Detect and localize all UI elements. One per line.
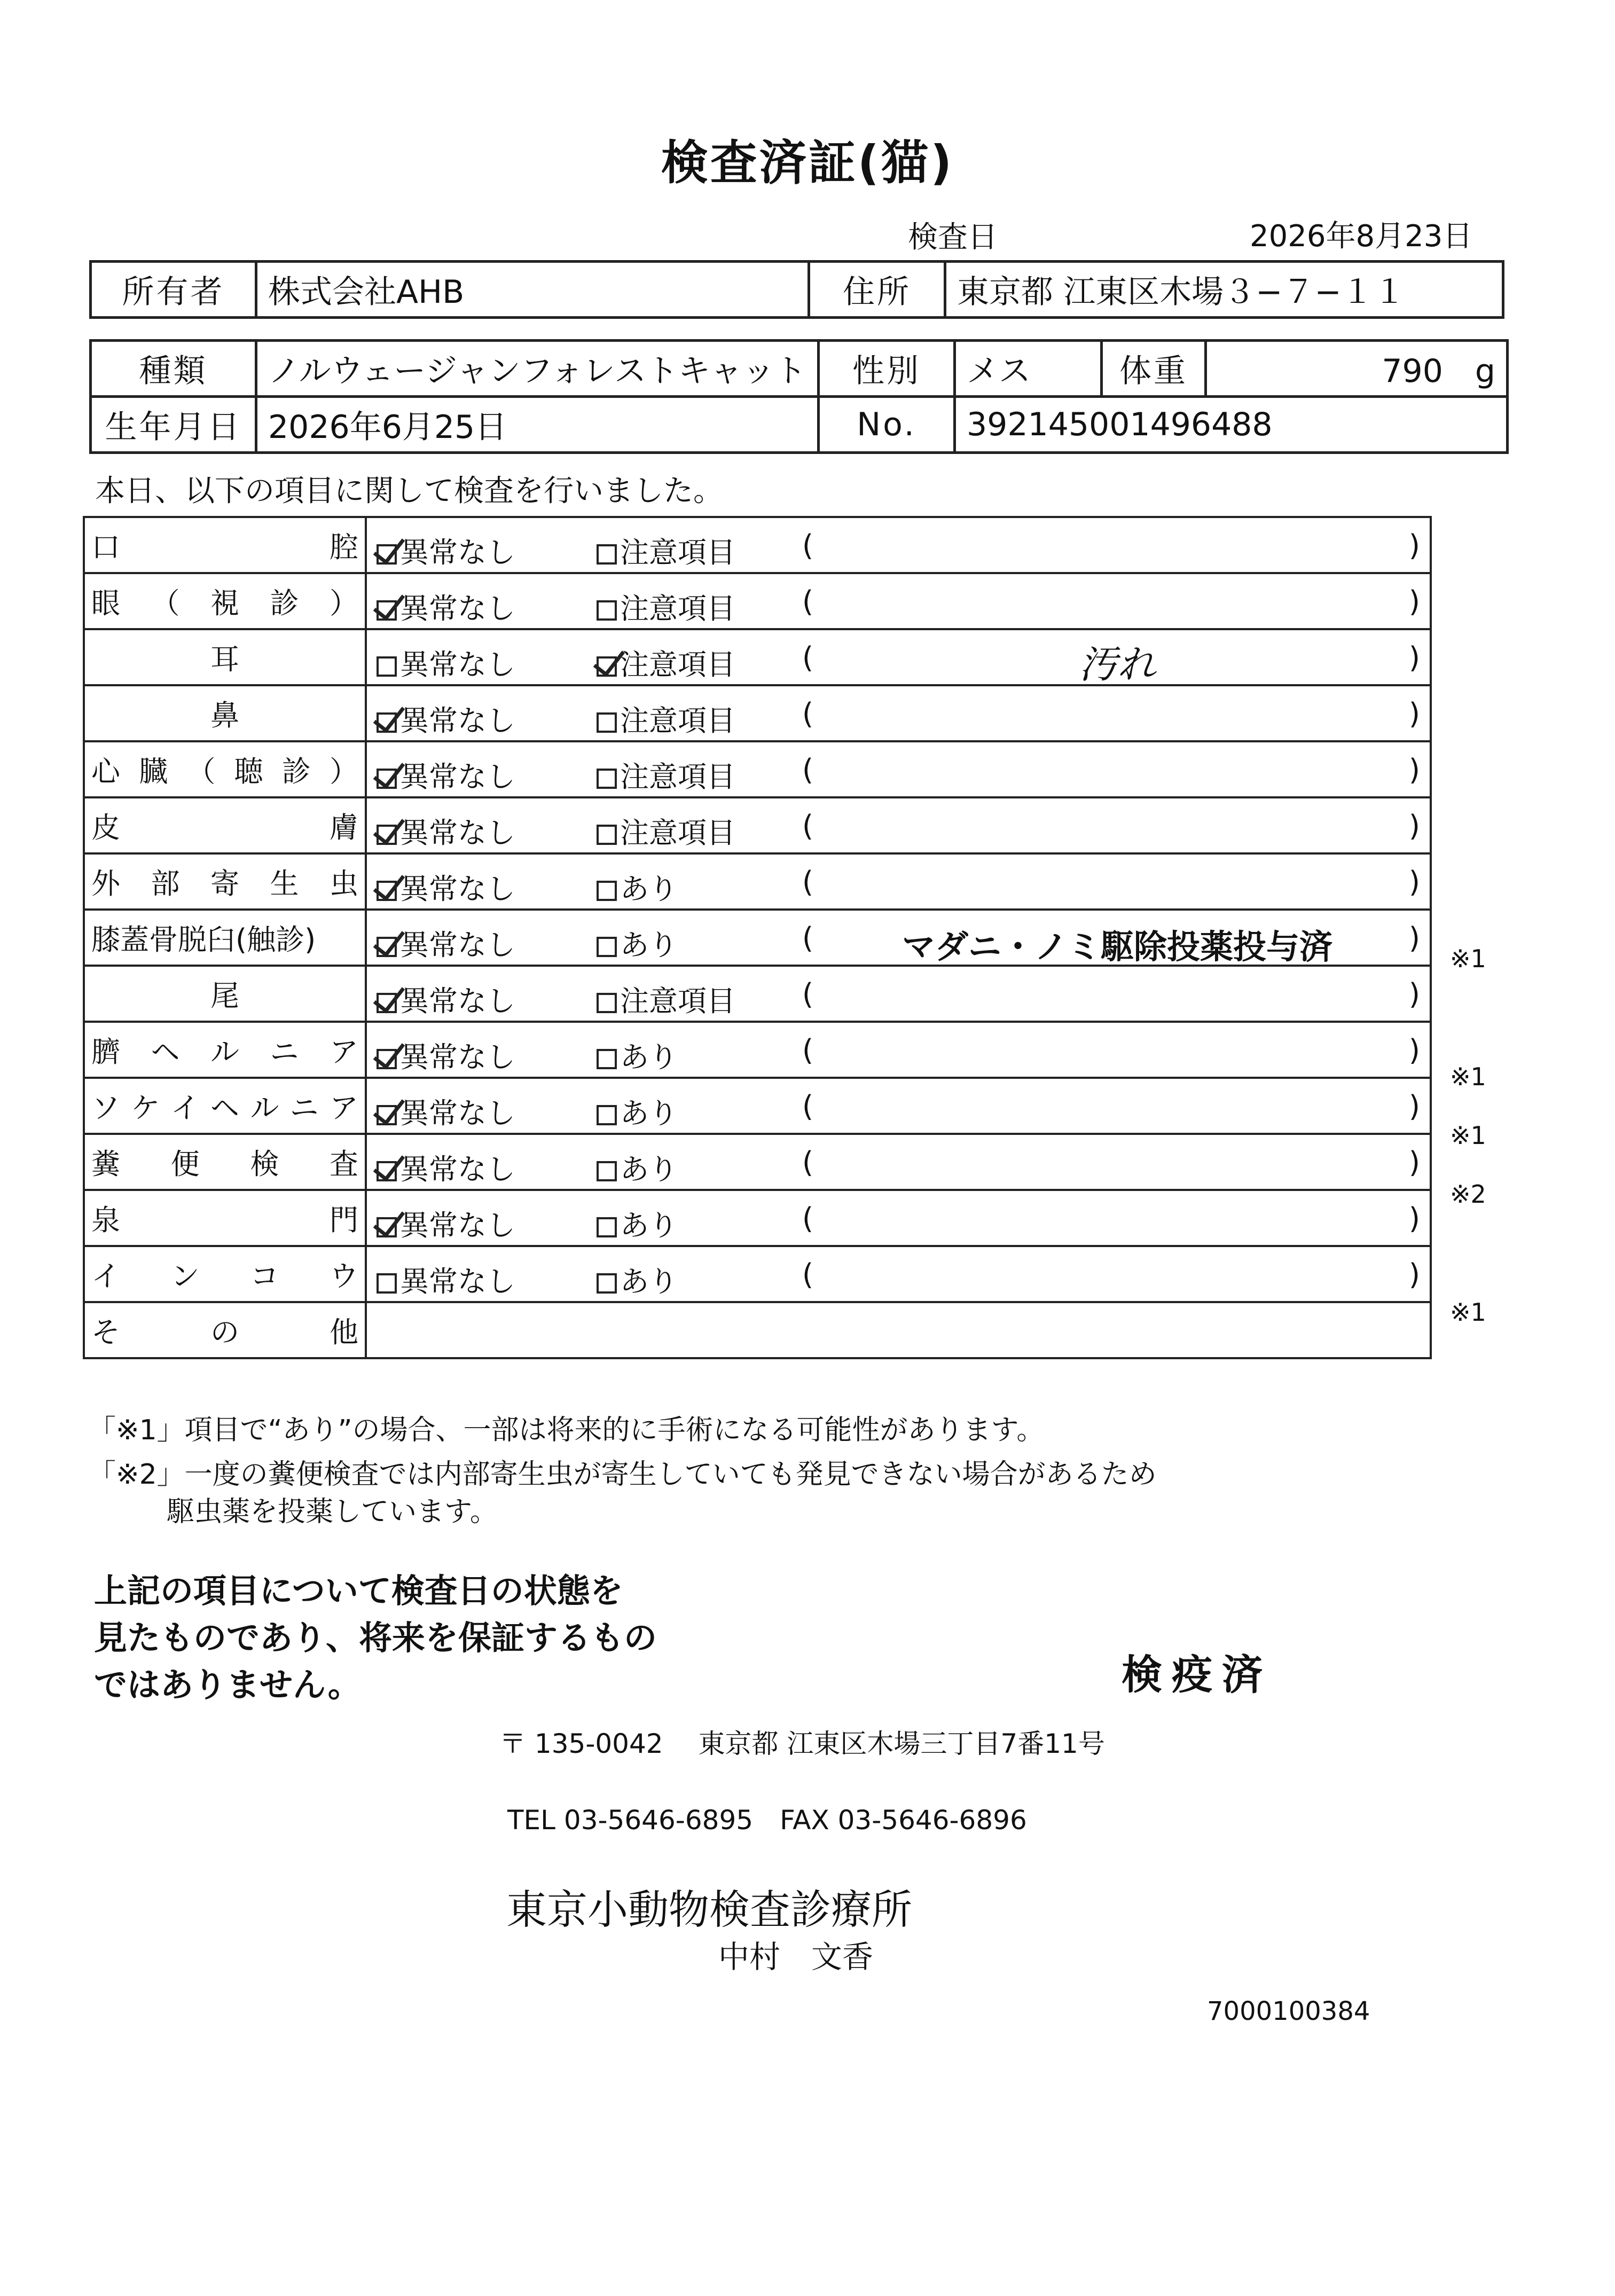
option-normal[interactable] (377, 698, 515, 739)
sex-value: メス (955, 341, 1102, 397)
option-normal[interactable] (377, 866, 515, 907)
open-paren: ( (802, 921, 814, 955)
check-item-char: ヘ (151, 1035, 180, 1069)
checkbox-icon[interactable] (597, 881, 617, 901)
checkbox-icon[interactable] (377, 1105, 397, 1125)
check-row (84, 966, 1431, 1022)
checkbox-icon[interactable] (597, 825, 617, 845)
close-paren: ) (1408, 753, 1420, 787)
check-result (366, 1246, 1431, 1302)
checkbox-icon[interactable] (377, 769, 397, 789)
close-paren: ) (1408, 1090, 1420, 1123)
open-paren: ( (802, 1258, 814, 1291)
option-normal[interactable] (377, 1203, 515, 1244)
weight-label: 体重 (1102, 341, 1206, 397)
footnote-mark: ※2 (1450, 1180, 1486, 1209)
serial-number: 7000100384 (1207, 1996, 1370, 2026)
option-normal[interactable] (377, 1147, 515, 1188)
open-paren: ( (802, 1202, 814, 1235)
close-paren: ) (1408, 977, 1420, 1011)
check-item-label (91, 749, 358, 790)
option-label: あり (620, 1096, 678, 1130)
check-item-char: の (210, 1315, 239, 1349)
option-label: 異常なし (400, 816, 515, 850)
check-row (84, 1134, 1431, 1190)
check-item-char: 視 (210, 586, 239, 620)
check-item-char: ア (329, 1091, 358, 1125)
checkbox-icon[interactable] (377, 1217, 397, 1237)
address-label: 住所 (809, 262, 945, 318)
sex-label: 性別 (819, 341, 955, 397)
option-label: 注意項目 (620, 648, 735, 681)
checkbox-icon[interactable] (597, 937, 617, 957)
check-item-char: ン (170, 1259, 200, 1293)
checkbox-icon[interactable] (597, 1105, 617, 1125)
option-label: あり (620, 1040, 678, 1074)
check-item-char: 検 (250, 1147, 279, 1181)
check-item-char: 皮 (91, 811, 120, 844)
check-result (366, 1022, 1431, 1078)
weight-unit: g (1475, 352, 1495, 390)
option-caution[interactable] (597, 530, 735, 571)
option-caution[interactable] (597, 642, 735, 683)
declaration-line-1: 上記の項目について検査日の状態を (94, 1571, 623, 1610)
owner-value: 株式会社AHB (256, 262, 809, 318)
footnote-mark: ※1 (1450, 1062, 1486, 1091)
inspection-date-label: 検査日 (908, 220, 998, 255)
option-caution[interactable] (597, 1091, 678, 1132)
check-item (84, 1302, 366, 1358)
check-row (84, 797, 1431, 853)
check-item-label: 耳 (210, 642, 239, 676)
option-caution[interactable] (597, 810, 735, 851)
option-caution[interactable] (597, 1259, 678, 1300)
check-row (84, 853, 1431, 910)
check-item-label (91, 524, 358, 566)
owner-table (89, 260, 1504, 319)
check-item-char: 門 (330, 1203, 358, 1237)
check-item-char: ル (250, 1091, 279, 1125)
check-result (366, 1302, 1431, 1358)
check-item-char: 眼 (91, 586, 120, 620)
checkbox-icon[interactable] (377, 544, 397, 565)
option-label: 注意項目 (620, 816, 735, 850)
check-item-char: 膚 (330, 811, 358, 844)
check-result (366, 629, 1431, 685)
check-item (84, 1134, 366, 1190)
check-item-char: ル (210, 1035, 239, 1069)
option-caution[interactable] (597, 1035, 678, 1076)
check-result (366, 1190, 1431, 1246)
check-item-label (91, 1029, 358, 1070)
checkbox-icon[interactable] (597, 769, 617, 789)
check-row (84, 1022, 1431, 1078)
check-item-char: 臍 (91, 1035, 120, 1069)
option-label: 異常なし (400, 760, 515, 794)
checks-table (83, 516, 1432, 1359)
check-row (84, 910, 1431, 966)
option-caution[interactable] (597, 922, 678, 963)
breed-label: 種類 (91, 341, 256, 397)
option-label: 異常なし (400, 1153, 515, 1186)
close-paren: ) (1408, 585, 1420, 618)
check-row (84, 629, 1431, 685)
option-label: 異常なし (400, 704, 515, 738)
option-normal[interactable] (377, 922, 515, 963)
open-paren: ( (802, 1033, 814, 1067)
check-result (366, 910, 1431, 966)
check-item (84, 573, 366, 629)
check-item (84, 1246, 366, 1302)
remark-text: マダニ・ノミ駆除投薬投与済 (901, 927, 1332, 966)
checkbox-icon[interactable] (597, 1049, 617, 1069)
intro-text: 本日、以下の項目に関して検査を行いました。 (95, 474, 723, 508)
option-caution[interactable] (597, 866, 678, 907)
checkbox-icon[interactable] (377, 1049, 397, 1069)
open-paren: ( (802, 809, 814, 843)
open-paren: ( (802, 529, 814, 562)
check-result (366, 966, 1431, 1022)
check-item-char: ） (330, 586, 358, 620)
remark-text: 汚れ (1078, 642, 1156, 687)
footnote-2-line-2: 駆虫薬を投薬しています。 (167, 1496, 498, 1528)
option-normal[interactable] (377, 1091, 515, 1132)
option-label: 異常なし (400, 1265, 515, 1298)
option-label: 異常なし (400, 872, 515, 906)
check-item-char: ニ (289, 1091, 319, 1125)
declaration-line-3: ではありません。 (94, 1665, 361, 1704)
option-caution[interactable] (597, 754, 735, 795)
check-item (84, 797, 366, 853)
check-row (84, 1078, 1431, 1134)
check-item (84, 741, 366, 797)
check-item-char: 糞 (91, 1147, 120, 1181)
check-item-label (91, 861, 358, 902)
option-label: 注意項目 (620, 536, 735, 569)
option-label: 異常なし (400, 928, 515, 962)
footnote-1: 「※1」項目で“あり”の場合、一部は将来的に手術になる可能性があります。 (88, 1414, 1045, 1446)
option-normal[interactable] (377, 1035, 515, 1076)
check-item (84, 853, 366, 910)
close-paren: ) (1408, 809, 1420, 843)
option-normal[interactable] (377, 978, 515, 1020)
open-paren: ( (802, 753, 814, 787)
check-item-char: 腔 (330, 530, 358, 564)
check-item (84, 1078, 366, 1134)
option-normal[interactable] (377, 754, 515, 795)
checkbox-icon[interactable] (597, 712, 617, 733)
option-label: 異常なし (400, 536, 515, 569)
check-item-char: 心 (91, 755, 120, 788)
check-row (84, 573, 1431, 629)
option-label: 異常なし (400, 1040, 515, 1074)
footnote-mark: ※1 (1450, 1297, 1486, 1327)
check-item-char: 診 (270, 586, 299, 620)
check-result (366, 517, 1431, 573)
check-item-char: ケ (131, 1091, 160, 1125)
checkbox-icon[interactable] (377, 656, 397, 677)
checkbox-icon[interactable] (597, 656, 617, 677)
check-item-char: ソ (91, 1091, 120, 1125)
check-item-char: （ (186, 755, 216, 788)
breed-value: ノルウェージャンフォレストキャット (256, 341, 819, 397)
option-caution[interactable] (597, 1203, 678, 1244)
option-normal[interactable] (377, 586, 515, 627)
check-result (366, 573, 1431, 629)
birth-value: 2026年6月25日 (256, 397, 819, 453)
owner-label: 所有者 (91, 262, 256, 318)
close-paren: ) (1408, 697, 1420, 731)
check-item (84, 966, 366, 1022)
check-item-char: 虫 (330, 867, 358, 900)
check-item-char: 泉 (91, 1203, 120, 1237)
footnote-2-line-1: 「※2」一度の糞便検査では内部寄生虫が寄生していても発見できない場合があるため (88, 1459, 1157, 1491)
open-paren: ( (802, 1090, 814, 1123)
check-result (366, 1078, 1431, 1134)
checkbox-icon[interactable] (377, 1273, 397, 1294)
check-item-char: ア (330, 1035, 358, 1069)
check-item-char: 寄 (210, 867, 239, 900)
open-paren: ( (802, 697, 814, 731)
check-item-label: 鼻 (210, 699, 239, 732)
check-item (84, 1190, 366, 1246)
option-label: 注意項目 (620, 704, 735, 738)
birth-label: 生年月日 (91, 397, 256, 453)
check-item-label (91, 1141, 358, 1182)
checkbox-icon[interactable] (377, 600, 397, 621)
option-label: あり (620, 1265, 678, 1298)
check-item (84, 910, 366, 966)
checkbox-icon[interactable] (597, 993, 617, 1013)
option-label: あり (620, 928, 678, 962)
open-paren: ( (802, 977, 814, 1011)
option-label: あり (620, 872, 678, 906)
check-item-label: 尾 (210, 979, 239, 1013)
check-item (84, 1022, 366, 1078)
check-item-char: 部 (151, 867, 180, 900)
check-item-char: ） (329, 755, 358, 788)
check-result (366, 1134, 1431, 1190)
check-item-char: ニ (270, 1035, 299, 1069)
option-caution[interactable] (597, 978, 735, 1020)
check-item-label (91, 805, 358, 846)
option-label: 注意項目 (620, 592, 735, 625)
weight-cell (1206, 341, 1508, 397)
close-paren: ) (1408, 1033, 1420, 1067)
check-item-char: そ (91, 1315, 120, 1349)
open-paren: ( (802, 641, 814, 675)
no-label: No. (819, 397, 955, 453)
check-item-char: 外 (91, 867, 120, 900)
document-title: 検査済証(猫) (661, 135, 954, 190)
check-item-label (91, 581, 358, 622)
option-label: 注意項目 (620, 984, 735, 1018)
checkbox-icon[interactable] (377, 825, 397, 845)
option-label: 異常なし (400, 648, 515, 681)
checkbox-icon[interactable] (597, 1217, 617, 1237)
option-label: 異常なし (400, 984, 515, 1018)
checkbox-icon[interactable] (377, 937, 397, 957)
open-paren: ( (802, 585, 814, 618)
option-label: 異常なし (400, 592, 515, 625)
check-item (84, 685, 366, 741)
close-paren: ) (1408, 1146, 1420, 1179)
check-item-char: 臓 (139, 755, 168, 788)
check-item-char: 査 (329, 1147, 358, 1181)
option-normal[interactable] (377, 1259, 515, 1300)
check-item-char: 診 (281, 755, 311, 788)
open-paren: ( (802, 865, 814, 899)
footnote-mark: ※1 (1450, 1121, 1486, 1150)
check-result (366, 853, 1431, 910)
check-result (366, 797, 1431, 853)
option-caution[interactable] (597, 1147, 678, 1188)
weight-value: 790 (1382, 352, 1443, 390)
check-item-char: 聴 (234, 755, 263, 788)
check-row (84, 1302, 1431, 1358)
option-label: 注意項目 (620, 760, 735, 794)
checkbox-icon[interactable] (377, 881, 397, 901)
check-row (84, 685, 1431, 741)
quarantine-stamp: 検疫済 (1122, 1651, 1272, 1698)
pet-table (89, 339, 1509, 454)
check-item-label (91, 1253, 358, 1295)
checkbox-icon[interactable] (377, 993, 397, 1013)
checkbox-icon[interactable] (377, 1161, 397, 1181)
check-row (84, 1190, 1431, 1246)
open-paren: ( (802, 1146, 814, 1179)
check-row (84, 741, 1431, 797)
close-paren: ) (1408, 641, 1420, 675)
clinic-address: 〒 135-0042 東京都 江東区木場三丁目7番11号 (499, 1728, 1105, 1759)
check-row (84, 517, 1431, 573)
checkbox-icon[interactable] (597, 1161, 617, 1181)
check-item-char: コ (250, 1259, 279, 1293)
option-normal[interactable] (377, 642, 515, 683)
clinic-name: 東京小動物検査診療所 (506, 1886, 912, 1933)
close-paren: ) (1408, 921, 1420, 955)
check-item-char: （ (151, 586, 180, 620)
declaration-line-2: 見たものであり、将来を保証するもの (94, 1618, 657, 1657)
checkbox-icon[interactable] (377, 712, 397, 733)
option-label: あり (620, 1209, 678, 1242)
option-label: 異常なし (400, 1096, 515, 1130)
address-value: 東京都 江東区木場３−７−１１ (945, 262, 1503, 318)
close-paren: ) (1408, 1258, 1420, 1291)
option-label: 異常なし (400, 1209, 515, 1242)
check-item-char: 生 (270, 867, 299, 900)
option-caution[interactable] (597, 698, 735, 739)
check-item-char: ヘ (210, 1091, 239, 1125)
check-item-label (91, 1197, 358, 1239)
option-normal[interactable] (377, 530, 515, 571)
footnote-mark: ※1 (1450, 944, 1486, 974)
close-paren: ) (1408, 529, 1420, 562)
check-item (84, 517, 366, 573)
check-item-char: イ (170, 1091, 200, 1125)
check-result (366, 685, 1431, 741)
clinic-tel-fax: TEL 03-5646-6895 FAX 03-5646-6896 (507, 1805, 1027, 1836)
check-result (366, 741, 1431, 797)
checkbox-icon[interactable] (597, 544, 617, 565)
check-item-char: ウ (329, 1259, 358, 1293)
check-item-label (91, 1085, 358, 1126)
checkbox-icon[interactable] (597, 1273, 617, 1294)
inspection-date: 2026年8月23日 (1250, 219, 1473, 254)
close-paren: ) (1408, 865, 1420, 899)
option-normal[interactable] (377, 810, 515, 851)
doctor-name: 中村 文香 (718, 1939, 874, 1975)
close-paren: ) (1408, 1202, 1420, 1235)
check-item-label (91, 1310, 358, 1351)
option-caution[interactable] (597, 586, 735, 627)
check-item (84, 629, 366, 685)
check-item-char: 口 (91, 530, 120, 564)
check-item-char: 他 (330, 1315, 358, 1349)
check-row (84, 1246, 1431, 1302)
check-item-char: イ (91, 1259, 120, 1293)
option-label: あり (620, 1153, 678, 1186)
check-item-char: 便 (170, 1147, 200, 1181)
checkbox-icon[interactable] (597, 600, 617, 621)
declaration (94, 1568, 657, 1709)
check-item-label: 膝蓋骨脱臼(触診) (91, 923, 316, 957)
no-value: 392145001496488 (955, 397, 1508, 453)
